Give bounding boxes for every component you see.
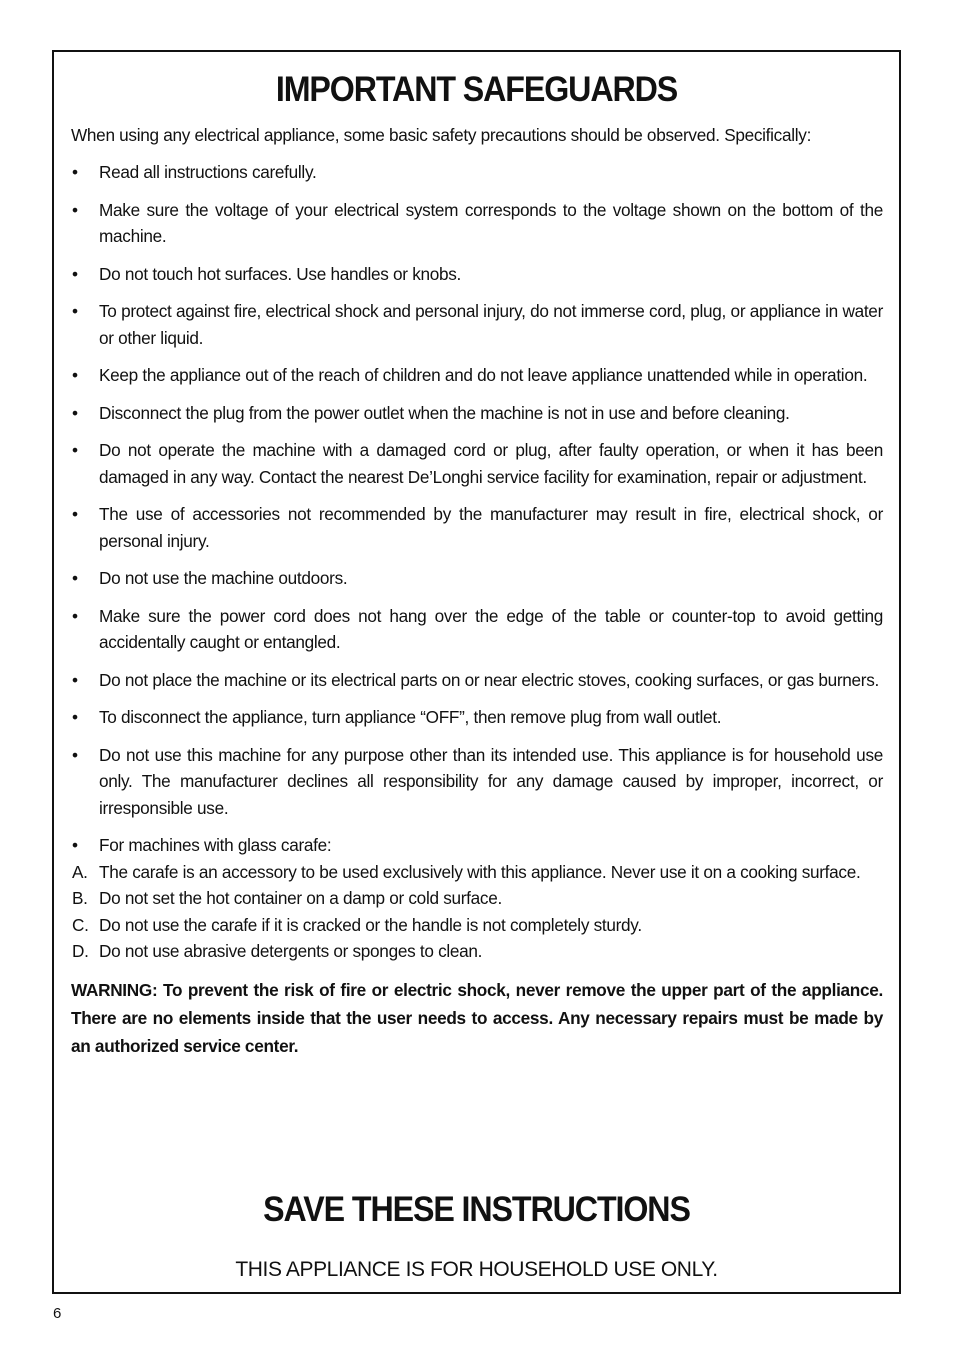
sublist-item-text: Do not set the hot container on a damp or cold surface. — [99, 888, 502, 908]
page-title: IMPORTANT SAFEGUARDS — [275, 70, 678, 109]
sublist-item-text: The carafe is an accessory to be used exclusively with this appliance. Never use it on a cooking surface. — [99, 861, 861, 882]
sublist-item-text: Do not use abrasive detergents or sponges to clean. — [99, 941, 483, 961]
page-number: 6 — [53, 1305, 62, 1322]
bullet-icon: • — [72, 365, 78, 385]
list-item-text: Make sure the power cord does not hang over the edge of the table or counter-top to avoid getting accidentally caught or entangled. — [99, 605, 883, 652]
bullet-icon: • — [72, 605, 78, 626]
list-item — [71, 362, 883, 389]
bullet-icon: • — [72, 199, 78, 220]
list-item-text: Make sure the voltage of your electrical system corresponds to the voltage shown on the bottom of the machine. — [99, 199, 883, 246]
bullet-icon: • — [72, 301, 78, 321]
list-item-text: The use of accessories not recommended by the manufacturer may result in fire, electrical shock, or personal injury. — [99, 504, 883, 551]
bullet-icon: • — [72, 162, 78, 182]
carafe-sublist — [71, 859, 883, 965]
list-item-text: Do not operate the machine with a damaged cord or plug, after faulty operation, or when it has been damaged in any way. Contact the nearest De’Longhi service facility for examination, repair or adjustment. — [99, 440, 883, 487]
sublist-item — [71, 859, 883, 886]
list-item — [71, 298, 883, 351]
sublist-item — [71, 912, 883, 939]
safeguards-list — [71, 159, 883, 859]
list-item — [71, 603, 883, 656]
list-item — [71, 704, 883, 731]
bullet-icon: • — [72, 504, 78, 524]
bullet-icon: • — [72, 263, 78, 284]
list-item — [71, 565, 883, 592]
list-item-text: Do not place the machine or its electrical parts on or near electric stoves, cooking surfaces, or gas burners. — [99, 669, 879, 690]
intro-text: When using any electrical appliance, some basic safety precautions should be observed. Specifically: — [71, 125, 812, 145]
list-item — [71, 832, 883, 859]
sublist-marker: C. — [72, 914, 89, 935]
warning-text: WARNING: To prevent the risk of fire or electric shock, never remove the upper part of the appliance. There are no elements inside that the user needs to access. Any necessary repairs must be made by an authorized service center. — [71, 979, 883, 1056]
list-item — [71, 742, 883, 822]
sublist-marker: B. — [72, 888, 88, 908]
bullet-icon: • — [72, 707, 78, 727]
safeguards-content — [71, 122, 883, 1060]
household-use-note: THIS APPLIANCE IS FOR HOUSEHOLD USE ONLY. — [235, 1258, 718, 1281]
list-item — [71, 400, 883, 427]
sublist-marker: A. — [72, 861, 88, 882]
sublist-marker: D. — [72, 941, 89, 961]
safeguards-frame — [52, 50, 901, 1294]
bullet-icon: • — [72, 669, 78, 690]
sublist-item — [71, 885, 883, 912]
list-item-text: Do not touch hot surfaces. Use handles or knobs. — [99, 263, 462, 284]
bullet-icon: • — [72, 744, 78, 765]
list-item — [71, 197, 883, 250]
bullet-icon: • — [72, 402, 78, 423]
list-item-text: To protect against fire, electrical shock and personal injury, do not immerse cord, plug, or appliance in water or other liquid. — [99, 301, 883, 348]
list-item-text: Disconnect the plug from the power outlet when the machine is not in use and before cleaning. — [99, 402, 790, 423]
bullet-icon: • — [72, 835, 78, 855]
list-item — [71, 261, 883, 288]
list-item — [71, 159, 883, 186]
list-item-text: Keep the appliance out of the reach of children and do not leave appliance unattended while in operation. — [99, 365, 868, 385]
list-item-text: Do not use the machine outdoors. — [99, 568, 348, 588]
list-item — [71, 437, 883, 490]
sublist-item — [71, 938, 883, 965]
list-item — [71, 501, 883, 554]
bullet-icon: • — [72, 568, 78, 588]
list-item-text: Do not use this machine for any purpose other than its intended use. This appliance is for household use only. The manufacturer declines all responsibility for any damage caused by improper, incorrect, or irresponsible use. — [99, 744, 883, 818]
bullet-icon: • — [72, 440, 78, 460]
list-item-text: For machines with glass carafe: — [99, 835, 332, 855]
save-instructions-heading: SAVE THESE INSTRUCTIONS — [263, 1190, 690, 1229]
list-item-text: Read all instructions carefully. — [99, 162, 317, 182]
list-item — [71, 667, 883, 694]
sublist-item-text: Do not use the carafe if it is cracked or the handle is not completely sturdy. — [99, 914, 642, 935]
list-item-text: To disconnect the appliance, turn appliance “OFF”, then remove plug from wall outlet. — [99, 707, 722, 727]
